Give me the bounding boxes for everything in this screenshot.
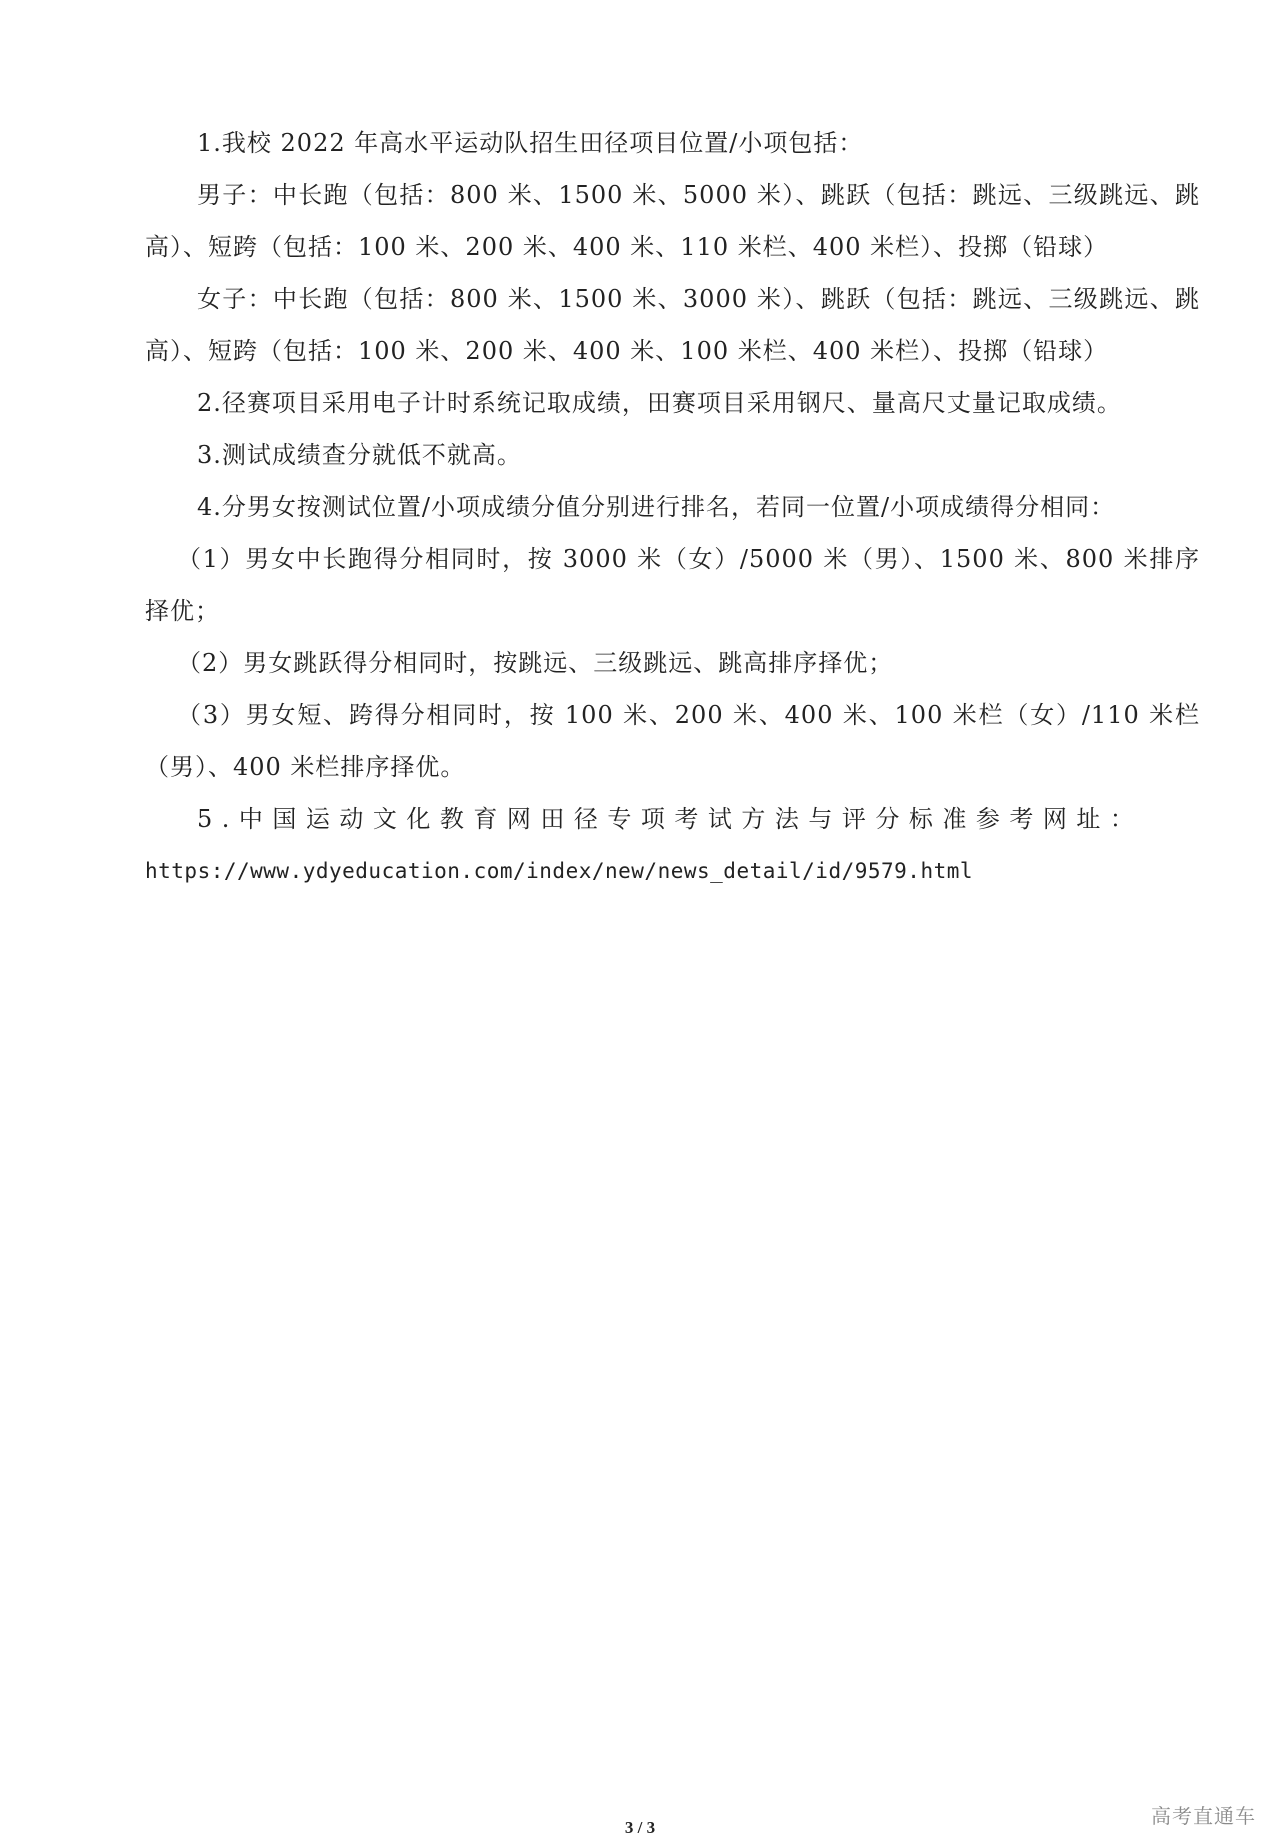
- item-5-text: 5.中国运动文化教育网田径专项考试方法与评分标准参考网址：: [197, 805, 1144, 833]
- item-4: 4.分男女按测试位置/小项成绩分值分别进行排名，若同一位置/小项成绩得分相同：: [197, 493, 1116, 521]
- page-number: 3 / 3: [624, 1818, 656, 1837]
- item-4-sub-2: （2）男女跳跃得分相同时，按跳远、三级跳远、跳高排序择优；: [177, 649, 894, 677]
- female-events-line: 女子：中长跑（包括：800 米、1500 米、3000 米）、跳跃（包括：跳远、三级跳远、跳高）、短跨（包括：100 米、200 米、400 米、100 米栏、400 米栏）、投掷（铅球）: [145, 285, 1200, 365]
- watermark-text: 高考直通车: [1151, 1804, 1256, 1828]
- item-5-url-line: [145, 845, 1200, 897]
- item-1-heading: 1.我校 2022 年高水平运动队招生田径项目位置/小项包括：: [197, 129, 864, 157]
- item-5-url: https://www.ydyeducation.com/index/new/news_detail/id/9579.html: [145, 859, 974, 883]
- item-3: 3.测试成绩查分就低不就高。: [197, 441, 522, 469]
- item-2: 2.径赛项目采用电子计时系统记取成绩，田赛项目采用钢尺、量高尺丈量记取成绩。: [197, 389, 1122, 417]
- item-4-sub-3: （3）男女短、跨得分相同时，按 100 米、200 米、400 米、100 米栏（女）/110 米栏（男）、400 米栏排序择优。: [145, 701, 1200, 781]
- item-5: [145, 793, 1200, 845]
- document-body: [145, 117, 1200, 897]
- item-4-sub-1: （1）男女中长跑得分相同时，按 3000 米（女）/5000 米（男）、1500 米、800 米排序择优；: [145, 545, 1200, 625]
- male-events-line: 男子：中长跑（包括：800 米、1500 米、5000 米）、跳跃（包括：跳远、三级跳远、跳高）、短跨（包括：100 米、200 米、400 米、110 米栏、400 米栏）、投掷（铅球）: [145, 181, 1200, 261]
